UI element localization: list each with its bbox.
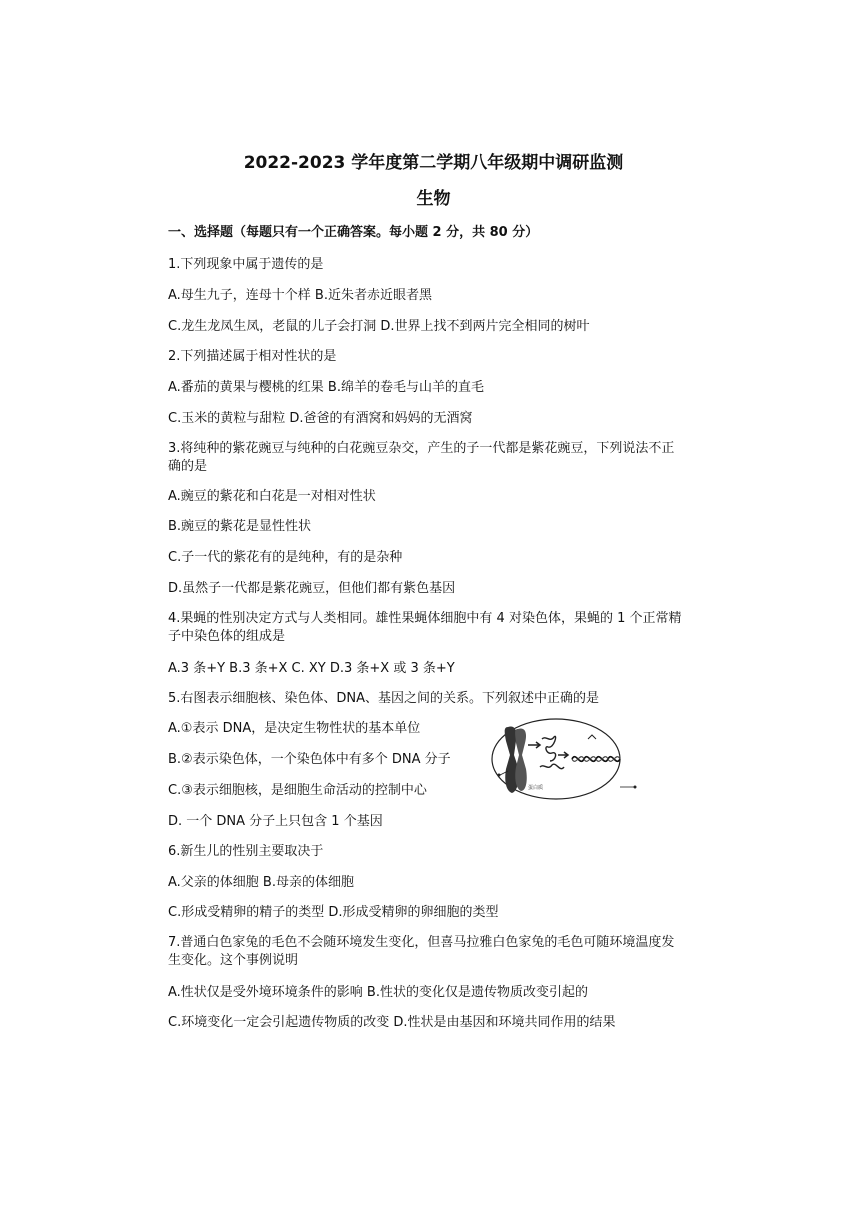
question-3-option-c: C.子一代的紫花有的是纯种，有的是杂种 [168, 550, 403, 565]
nucleus-pointer-dot [634, 786, 637, 789]
question-3-stem-line-1: 3.将纯种的紫花豌豆与纯种的白花豌豆杂交，产生的子一代都是紫花豌豆，下列说法不正 [168, 441, 675, 456]
question-6-options-cd: C.形成受精卵的精子的类型 D.形成受精卵的卵细胞的类型 [168, 905, 499, 920]
question-6-stem: 6.新生儿的性别主要取决于 [168, 844, 324, 859]
question-2-stem: 2.下列描述属于相对性状的是 [168, 349, 337, 364]
gene-marker-icon [588, 735, 596, 739]
question-2-options-cd: C.玉米的黄粒与甜粒 D.爸爸的有酒窝和妈妈的无酒窝 [168, 411, 473, 426]
question-7-options-ab: A.性状仅是受外境环境条件的影响 B.性状的变化仅是遗传物质改变引起的 [168, 985, 588, 1000]
question-7-stem-line-2: 生变化。这个事例说明 [168, 953, 299, 968]
question-4-stem-line-2: 子中染色体的组成是 [168, 629, 286, 644]
exam-title: 2022-2023 学年度第二学期八年级期中调研监测 [243, 153, 624, 173]
arrow-icon [528, 742, 540, 748]
question-3-stem-line-2: 确的是 [168, 459, 208, 474]
question-5-option-d: D. 一个 DNA 分子上只包含 1 个基因 [168, 814, 383, 829]
question-3-option-d: D.虽然子一代都是紫花豌豆，但他们都有紫色基因 [168, 581, 456, 596]
question-1-stem: 1.下列现象中属于遗传的是 [168, 257, 324, 272]
protein-label: 蛋白质 [528, 785, 544, 791]
question-4-stem-line-1: 4.果蝇的性别决定方式与人类相同。雄性果蝇体细胞中有 4 对染色体，果蝇的 1 个正常精 [168, 611, 682, 626]
question-7-stem-line-1: 7.普通白色家兔的毛色不会随环境发生变化，但喜马拉雅白色家兔的毛色可随环境温度发 [168, 935, 675, 950]
dna-strand-icon [540, 764, 564, 769]
question-4-options: A.3 条+Y B.3 条+X C. XY D.3 条+X 或 3 条+Y [168, 661, 455, 676]
subject-title: 生物 [416, 189, 451, 209]
question-1-options-cd: C.龙生龙凤生凤，老鼠的儿子会打洞 D.世界上找不到两片完全相同的树叶 [168, 319, 590, 334]
question-5-stem: 5.右图表示细胞核、染色体、DNA、基因之间的关系。下列叙述中正确的是 [168, 691, 600, 706]
question-3-option-b: B.豌豆的紫花是显性性状 [168, 519, 312, 534]
question-2-options-ab: A.番茄的黄果与樱桃的红果 B.绵羊的卷毛与山羊的直毛 [168, 380, 484, 395]
cell-nucleus-diagram [488, 715, 638, 803]
question-1-options-ab: A.母生九子，连母十个样 B.近朱者赤近眼者黑 [168, 288, 432, 303]
question-5-option-a: A.①表示 DNA，是决定生物性状的基本单位 [168, 721, 421, 736]
question-3-option-a: A.豌豆的紫花和白花是一对相对性状 [168, 489, 376, 504]
question-5-option-b: B.②表示染色体，一个染色体中有多个 DNA 分子 [168, 752, 451, 767]
chromosome-pointer-dot [498, 774, 501, 777]
dna-coil-icon [542, 736, 556, 761]
question-5-option-c: C.③表示细胞核，是细胞生命活动的控制中心 [168, 783, 427, 798]
section-heading: 一、选择题（每题只有一个正确答案。每小题 2 分，共 80 分） [168, 225, 539, 240]
question-7-options-cd: C.环境变化一定会引起遗传物质的改变 D.性状是由基因和环境共同作用的结果 [168, 1015, 616, 1030]
chromosome-shape [505, 727, 527, 793]
arrow-icon [558, 752, 568, 758]
question-6-options-ab: A.父亲的体细胞 B.母亲的体细胞 [168, 875, 354, 890]
